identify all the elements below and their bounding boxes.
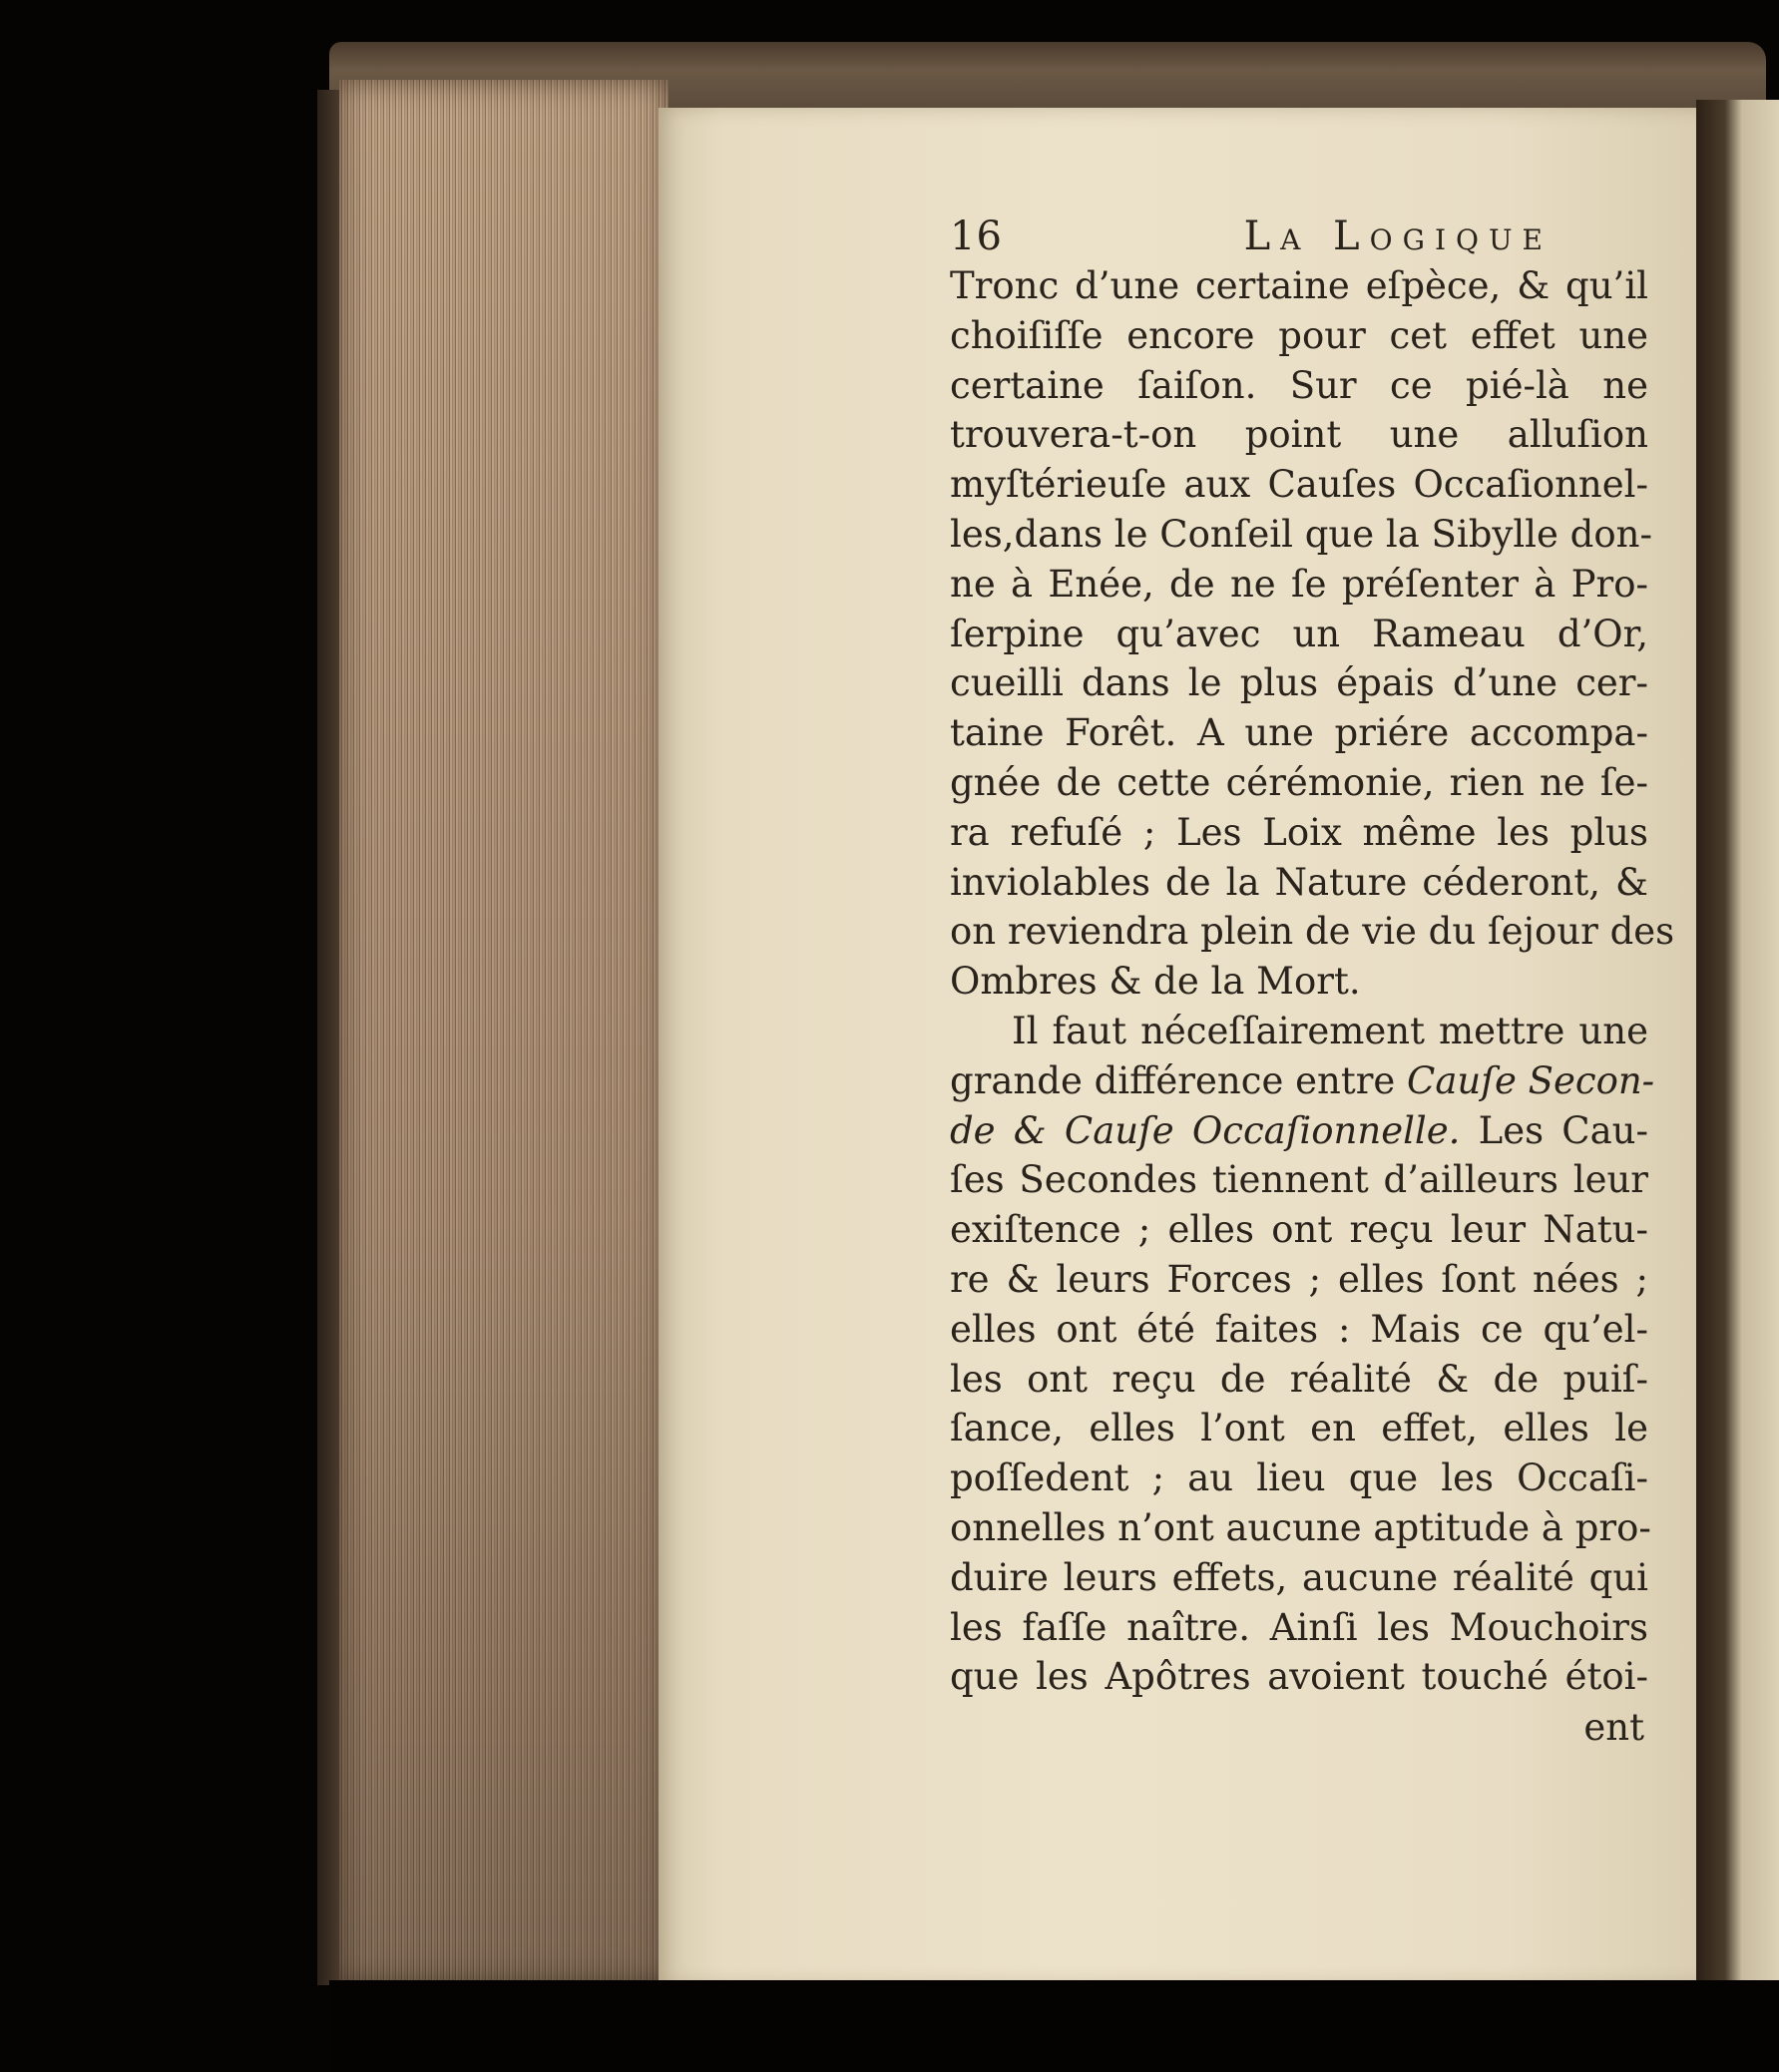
text-line: les ont reçu de réalité & de puiſ- <box>950 1357 1648 1401</box>
text-line: on reviendra plein de vie du ſejour des <box>950 910 1675 954</box>
text-line: Ombres & de la Mort. <box>950 960 1361 1004</box>
text-line: ra refuſé ; Les Loix même les plus <box>950 810 1648 854</box>
bottom-background <box>329 1980 1779 2072</box>
text-line: inviolables de la Nature céderont, & <box>950 860 1648 904</box>
text-line: gnée de cette cérémonie, rien ne ſe- <box>950 760 1648 804</box>
italic-term: Cauſe Secon- <box>1407 1058 1655 1102</box>
text-line: poſſedent ; au lieu que les Occaſi- <box>950 1456 1648 1500</box>
text-line: les,dans le Conſeil que la Sibylle don- <box>950 512 1652 556</box>
text-line: elles ont été faites : Mais ce qu’el- <box>950 1307 1648 1351</box>
text-line: myſtérieuſe aux Cauſes Occaſionnel- <box>950 463 1648 507</box>
text-line: ne à Enée, de ne ſe préſenter à Pro- <box>950 562 1648 606</box>
catchword: ent <box>1583 1706 1644 1750</box>
text-line <box>950 1106 1648 1156</box>
text-line: cueilli dans le plus épais d’une cer- <box>950 661 1648 705</box>
running-title: La Logique <box>1243 213 1553 259</box>
text-line: duire leurs effets, aucune réalité qui <box>950 1555 1648 1599</box>
page-text <box>950 213 1675 1754</box>
text-line: que les Apôtres avoient touché étoi- <box>950 1655 1648 1699</box>
text-fragment: grande différence entre <box>950 1058 1408 1102</box>
book-gutter <box>1696 100 1779 1985</box>
text-line: Tronc d’une certaine eſpèce, & qu’il <box>950 264 1648 307</box>
text-line: onnelles n’ont aucune aptitude à pro- <box>950 1505 1651 1549</box>
text-line: re & leurs Forces ; elles ſont nées ; <box>950 1257 1648 1301</box>
text-fragment: Les Cau- <box>1460 1108 1648 1152</box>
text-line: ſes Secondes tiennent d’ailleurs leur <box>950 1158 1648 1202</box>
running-header <box>950 213 1648 261</box>
text-line: trouvera-t-on point une alluſion <box>950 413 1648 457</box>
text-line: choiſiſſe encore pour cet effet une <box>950 313 1648 357</box>
text-line: certaine ſaiſon. Sur ce pié-là ne <box>950 363 1648 407</box>
text-line: Il faut néceſſairement mettre une <box>1012 1009 1648 1052</box>
page-edge-shading <box>339 80 668 1985</box>
text-line: ſerpine qu’avec un Rameau d’Or, <box>950 612 1648 655</box>
text-line: les faſſe naître. Ainſi les Mouchoirs <box>950 1605 1648 1649</box>
text-line: ſance, elles l’ont en effet, elles le <box>950 1407 1648 1450</box>
text-line: taine Forêt. A une priére accompa- <box>950 711 1648 755</box>
text-line: exiſtence ; elles ont reçu leur Natu- <box>950 1208 1648 1252</box>
page-number: 16 <box>950 213 1003 259</box>
italic-term: de & Cauſe Occaſionnelle. <box>950 1108 1461 1152</box>
text-line <box>950 1056 1655 1106</box>
